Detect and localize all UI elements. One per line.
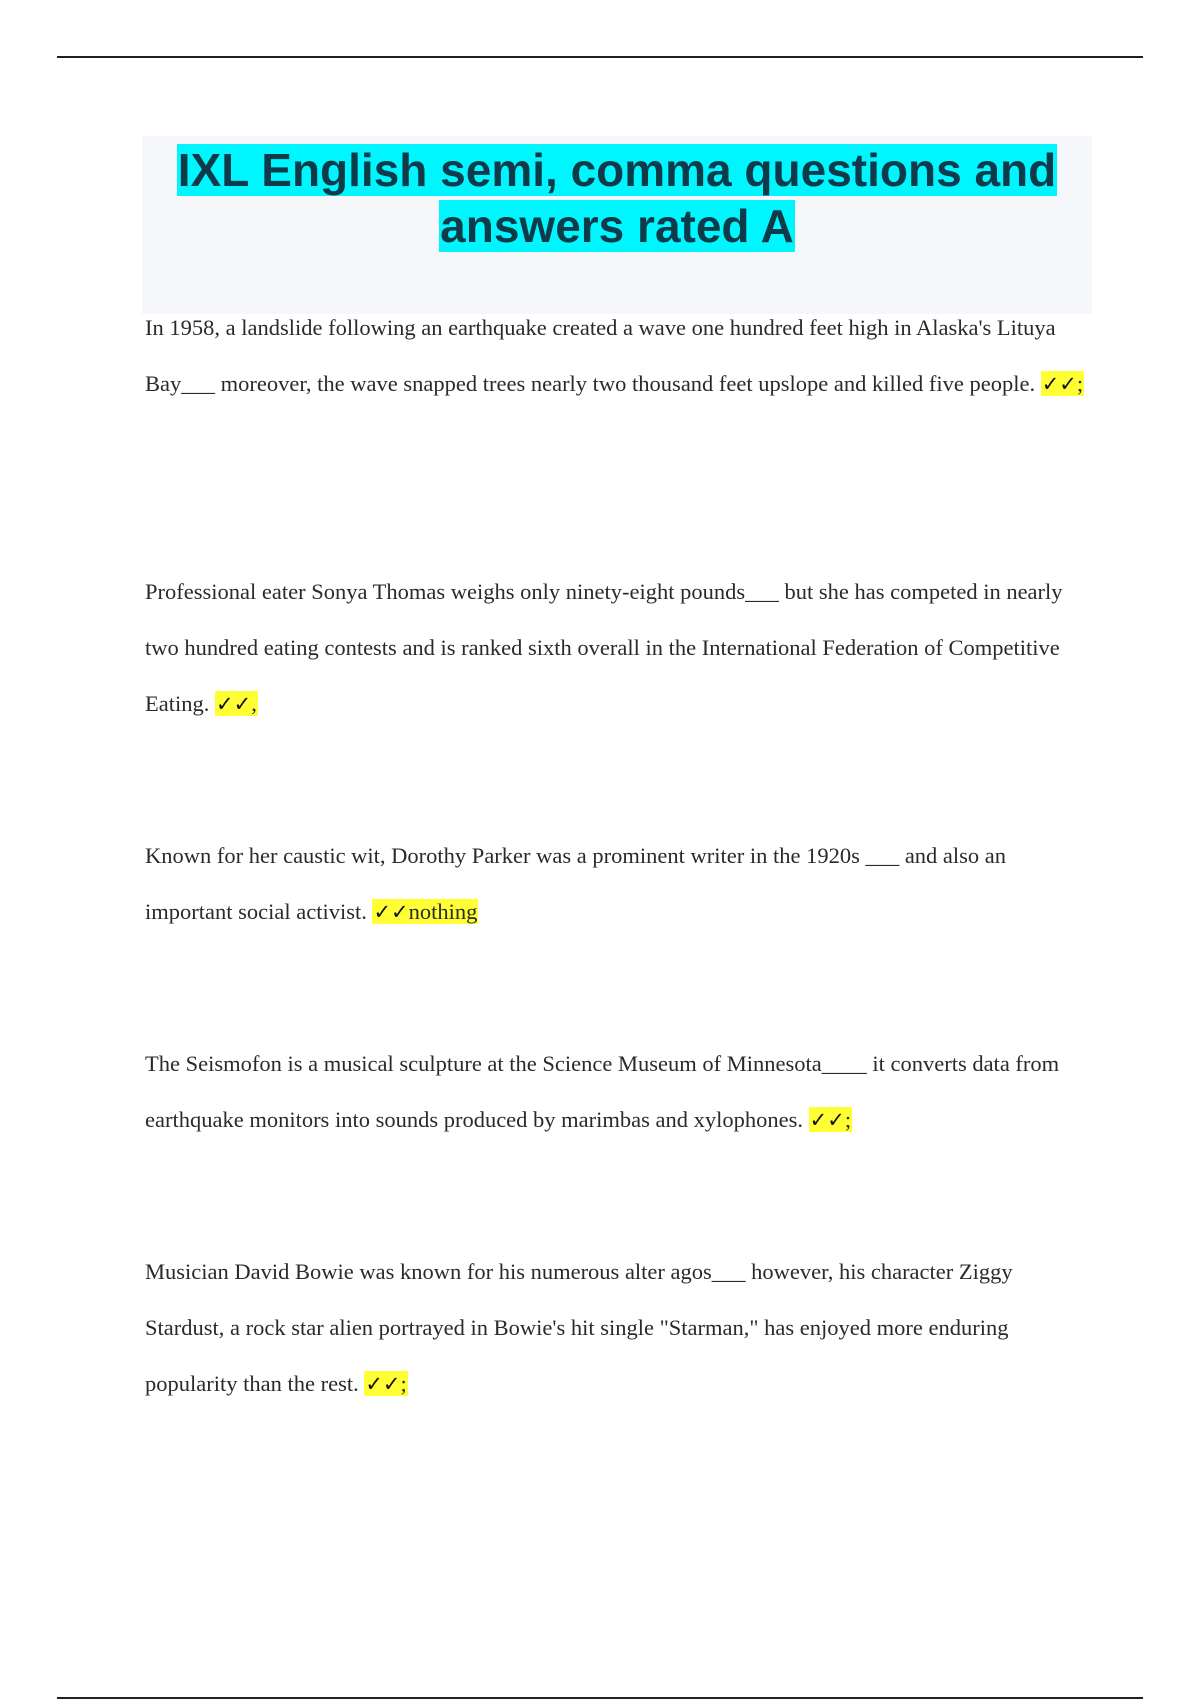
answer-highlight — [809, 1107, 852, 1132]
answer-text: nothing — [408, 899, 478, 924]
check-mark-icon: ✓✓ — [373, 900, 409, 924]
answer-highlight — [215, 691, 258, 716]
question-text: Professional eater Sonya Thomas weighs only ninety-eight pounds___ but she has competed in nearly two hundred eating contests and is ranked sixth overall in the International Federation of Competitive Eating. — [145, 579, 1063, 716]
check-mark-icon: ✓✓ — [1041, 372, 1077, 396]
question-text: Known for her caustic wit, Dorothy Parker was a prominent writer in the 1920s ___ and also an important social activist. — [145, 843, 1007, 924]
question-text: Musician David Bowie was known for his numerous alter agos___ however, his character Ziggy Stardust, a rock star alien portrayed in Bowie's hit single "Starman," has enjoyed more enduring popularity than the rest. — [145, 1259, 1013, 1396]
bottom-rule — [57, 1697, 1143, 1699]
answer-text: , — [251, 691, 257, 716]
question-item — [145, 1036, 1085, 1148]
question-item — [145, 1244, 1085, 1412]
check-mark-icon: ✓✓ — [215, 692, 252, 716]
title-block — [142, 136, 1092, 314]
check-mark-icon: ✓✓ — [365, 1372, 401, 1396]
answer-highlight — [1041, 371, 1084, 396]
top-rule — [57, 56, 1143, 58]
question-item — [145, 564, 1085, 732]
question-text: In 1958, a landslide following an earthquake created a wave one hundred feet high in Alaska's Lituya Bay___ moreover, the wave snapped trees nearly two thousand feet upslope and killed five people. — [145, 315, 1056, 396]
answer-text: ; — [400, 1371, 407, 1396]
document-title — [142, 136, 1092, 254]
answer-text: ; — [1076, 371, 1084, 396]
answer-highlight — [364, 1371, 407, 1396]
answer-highlight — [372, 899, 478, 924]
title-line-1: IXL English semi, comma questions and — [177, 144, 1057, 196]
answer-text: ; — [844, 1107, 852, 1132]
title-line-2: answers rated A — [440, 200, 794, 252]
check-mark-icon: ✓✓ — [809, 1108, 845, 1132]
question-item — [145, 828, 1085, 940]
question-item — [145, 300, 1085, 412]
question-text: The Seismofon is a musical sculpture at the Science Museum of Minnesota____ it converts data from earthquake monitors into sounds produced by marimbas and xylophones. — [145, 1051, 1060, 1132]
